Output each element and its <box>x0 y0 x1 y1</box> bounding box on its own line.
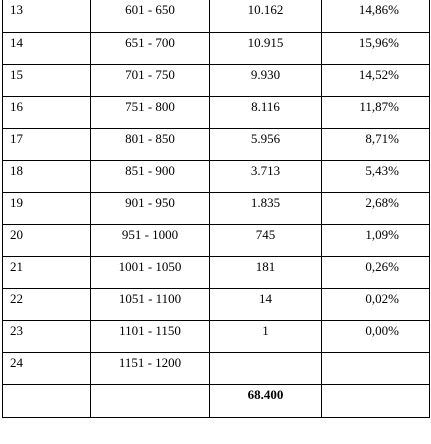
score-range-cell: 601 - 650 <box>91 0 210 32</box>
row-number-cell: 17 <box>3 128 91 160</box>
count-cell: 181 <box>210 256 322 288</box>
score-range-cell: 851 - 900 <box>91 160 210 192</box>
score-range-cell: 1051 - 1100 <box>91 288 210 320</box>
row-number-cell: 13 <box>3 0 91 32</box>
table-row <box>3 288 430 320</box>
table-row <box>3 32 430 64</box>
total-count-cell: 68.400 <box>210 384 322 417</box>
score-range-cell: 701 - 750 <box>91 64 210 96</box>
table-row <box>3 128 430 160</box>
percentage-cell: 0,00% <box>322 320 430 352</box>
table-row <box>3 160 430 192</box>
score-range-cell: 651 - 700 <box>91 32 210 64</box>
score-distribution-table <box>2 0 430 418</box>
table-row <box>3 352 430 384</box>
table-row <box>3 256 430 288</box>
percentage-cell <box>322 352 430 384</box>
table-body <box>3 0 430 417</box>
table-row <box>3 64 430 96</box>
percentage-cell: 15,96% <box>322 32 430 64</box>
count-cell: 9.930 <box>210 64 322 96</box>
table-row <box>3 0 430 32</box>
table-row <box>3 224 430 256</box>
score-range-cell: 1151 - 1200 <box>91 352 210 384</box>
row-number-cell: 14 <box>3 32 91 64</box>
table-row <box>3 320 430 352</box>
row-number-cell: 16 <box>3 96 91 128</box>
total-score-range-cell <box>91 384 210 417</box>
total-percentage-cell <box>322 384 430 417</box>
score-range-cell: 1101 - 1150 <box>91 320 210 352</box>
score-range-cell: 951 - 1000 <box>91 224 210 256</box>
percentage-cell: 5,43% <box>322 160 430 192</box>
count-cell: 745 <box>210 224 322 256</box>
count-cell: 1 <box>210 320 322 352</box>
table-row <box>3 192 430 224</box>
percentage-cell: 0,02% <box>322 288 430 320</box>
count-cell: 10.915 <box>210 32 322 64</box>
score-range-cell: 1001 - 1050 <box>91 256 210 288</box>
score-range-cell: 751 - 800 <box>91 96 210 128</box>
count-cell: 14 <box>210 288 322 320</box>
percentage-cell: 14,86% <box>322 0 430 32</box>
count-cell: 10.162 <box>210 0 322 32</box>
score-range-cell: 801 - 850 <box>91 128 210 160</box>
score-range-cell: 901 - 950 <box>91 192 210 224</box>
percentage-cell: 1,09% <box>322 224 430 256</box>
row-number-cell: 19 <box>3 192 91 224</box>
percentage-cell: 8,71% <box>322 128 430 160</box>
percentage-cell: 0,26% <box>322 256 430 288</box>
row-number-cell: 21 <box>3 256 91 288</box>
row-number-cell: 24 <box>3 352 91 384</box>
table-row <box>3 96 430 128</box>
count-cell: 3.713 <box>210 160 322 192</box>
row-number-cell: 23 <box>3 320 91 352</box>
total-row-number-cell <box>3 384 91 417</box>
percentage-cell: 14,52% <box>322 64 430 96</box>
percentage-cell: 11,87% <box>322 96 430 128</box>
count-cell <box>210 352 322 384</box>
row-number-cell: 15 <box>3 64 91 96</box>
count-cell: 1.835 <box>210 192 322 224</box>
count-cell: 8.116 <box>210 96 322 128</box>
percentage-cell: 2,68% <box>322 192 430 224</box>
count-cell: 5.956 <box>210 128 322 160</box>
row-number-cell: 22 <box>3 288 91 320</box>
row-number-cell: 20 <box>3 224 91 256</box>
total-row <box>3 384 430 417</box>
row-number-cell: 18 <box>3 160 91 192</box>
